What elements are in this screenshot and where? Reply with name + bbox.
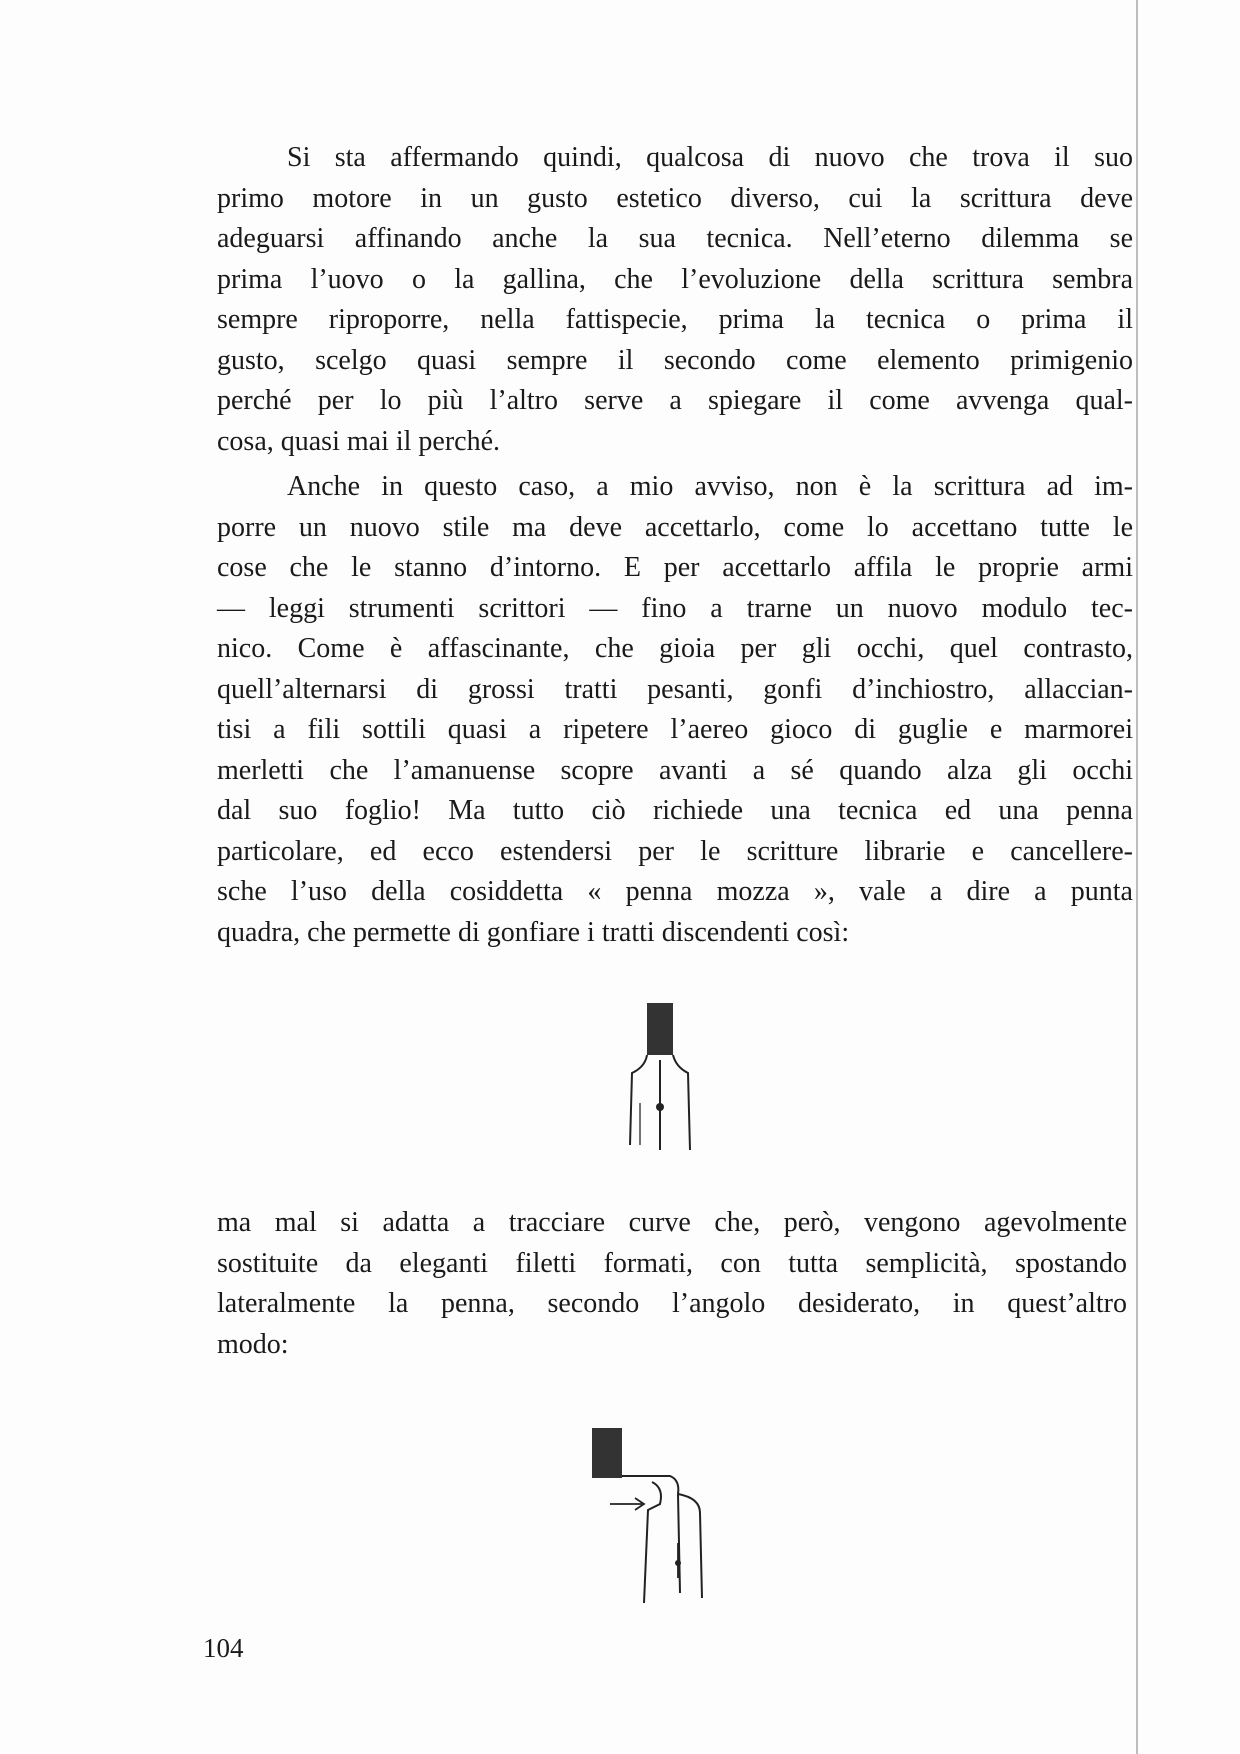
text-line: sche l’uso della cosiddetta « penna mozza », vale a dire a punta xyxy=(217,876,1133,907)
text-line: cosa, quasi mai il perché. xyxy=(217,425,501,457)
text-line: particolare, ed ecco estendersi per le scritture librarie e cancellere- xyxy=(217,835,1133,867)
text-line: nico. Come è affascinante, che gioia per gli occhi, quel contrasto, xyxy=(217,633,1133,664)
text-line: quadra, che permette di gonfiare i tratti discendenti così: xyxy=(217,916,850,948)
text-line: merletti che l’amanuense scopre avanti a sé quando alza gli occhi xyxy=(217,754,1133,786)
text-line: modo: xyxy=(217,1328,289,1360)
text-line: tisi a fili sottili quasi a ripetere l’aereo gioco di guglie e marmorei xyxy=(217,714,1133,745)
text-line: cose che le stanno d’intorno. E per accettarlo affila le proprie armi xyxy=(217,552,1133,583)
page-edge xyxy=(1136,0,1138,1754)
text-line: gusto, scelgo quasi sempre il secondo come elemento primigenio xyxy=(217,344,1133,376)
text-line: ma mal si adatta a tracciare curve che, però, vengono agevolmente xyxy=(217,1207,1127,1238)
text-line: lateralmente la penna, secondo l’angolo desiderato, in quest’altro xyxy=(217,1288,1127,1319)
text-line: Anche in questo caso, a mio avviso, non è la scrittura ad im- xyxy=(287,471,1133,502)
pen-stroke-figure-2 xyxy=(580,1418,750,1608)
arrow-icon xyxy=(610,1498,644,1510)
text-line: perché per lo più l’altro serve a spiegare il come avvenga qual- xyxy=(217,385,1133,416)
text-line: prima l’uovo o la gallina, che l’evoluzione della scrittura sembra xyxy=(217,263,1133,295)
paragraph-2 xyxy=(217,467,1133,953)
text-line: quell’alternarsi di grossi tratti pesanti, gonfi d’inchiostro, allaccian- xyxy=(217,673,1133,705)
paragraph-3 xyxy=(217,1203,1127,1365)
text-line: sempre riproporre, nella fattispecie, prima la tecnica o prima il xyxy=(217,304,1133,335)
text-line: — leggi strumenti scrittori — fino a trarne un nuovo modulo tec- xyxy=(217,592,1133,624)
square-nib-stroke xyxy=(647,1003,673,1055)
page-number: 104 xyxy=(203,1633,244,1663)
square-nib-stroke xyxy=(592,1428,622,1478)
text-line: dal suo foglio! Ma tutto ciò richiede una tecnica ed una penna xyxy=(217,795,1133,826)
text-line: primo motore in un gusto estetico diverso, cui la scrittura deve xyxy=(217,182,1133,214)
pen-stroke-figure-1 xyxy=(620,995,720,1155)
text-line: porre un nuovo stile ma deve accettarlo, come lo accettano tutte le xyxy=(217,511,1133,543)
text-line: adeguarsi affinando anche la sua tecnica. Nell’eterno dilemma se xyxy=(217,223,1133,254)
text-line: sostituite da eleganti filetti formati, con tutta semplicità, spostando xyxy=(217,1247,1127,1279)
text-line: Si sta affermando quindi, qualcosa di nuovo che trova il suo xyxy=(287,142,1133,173)
paragraph-1 xyxy=(217,138,1133,462)
